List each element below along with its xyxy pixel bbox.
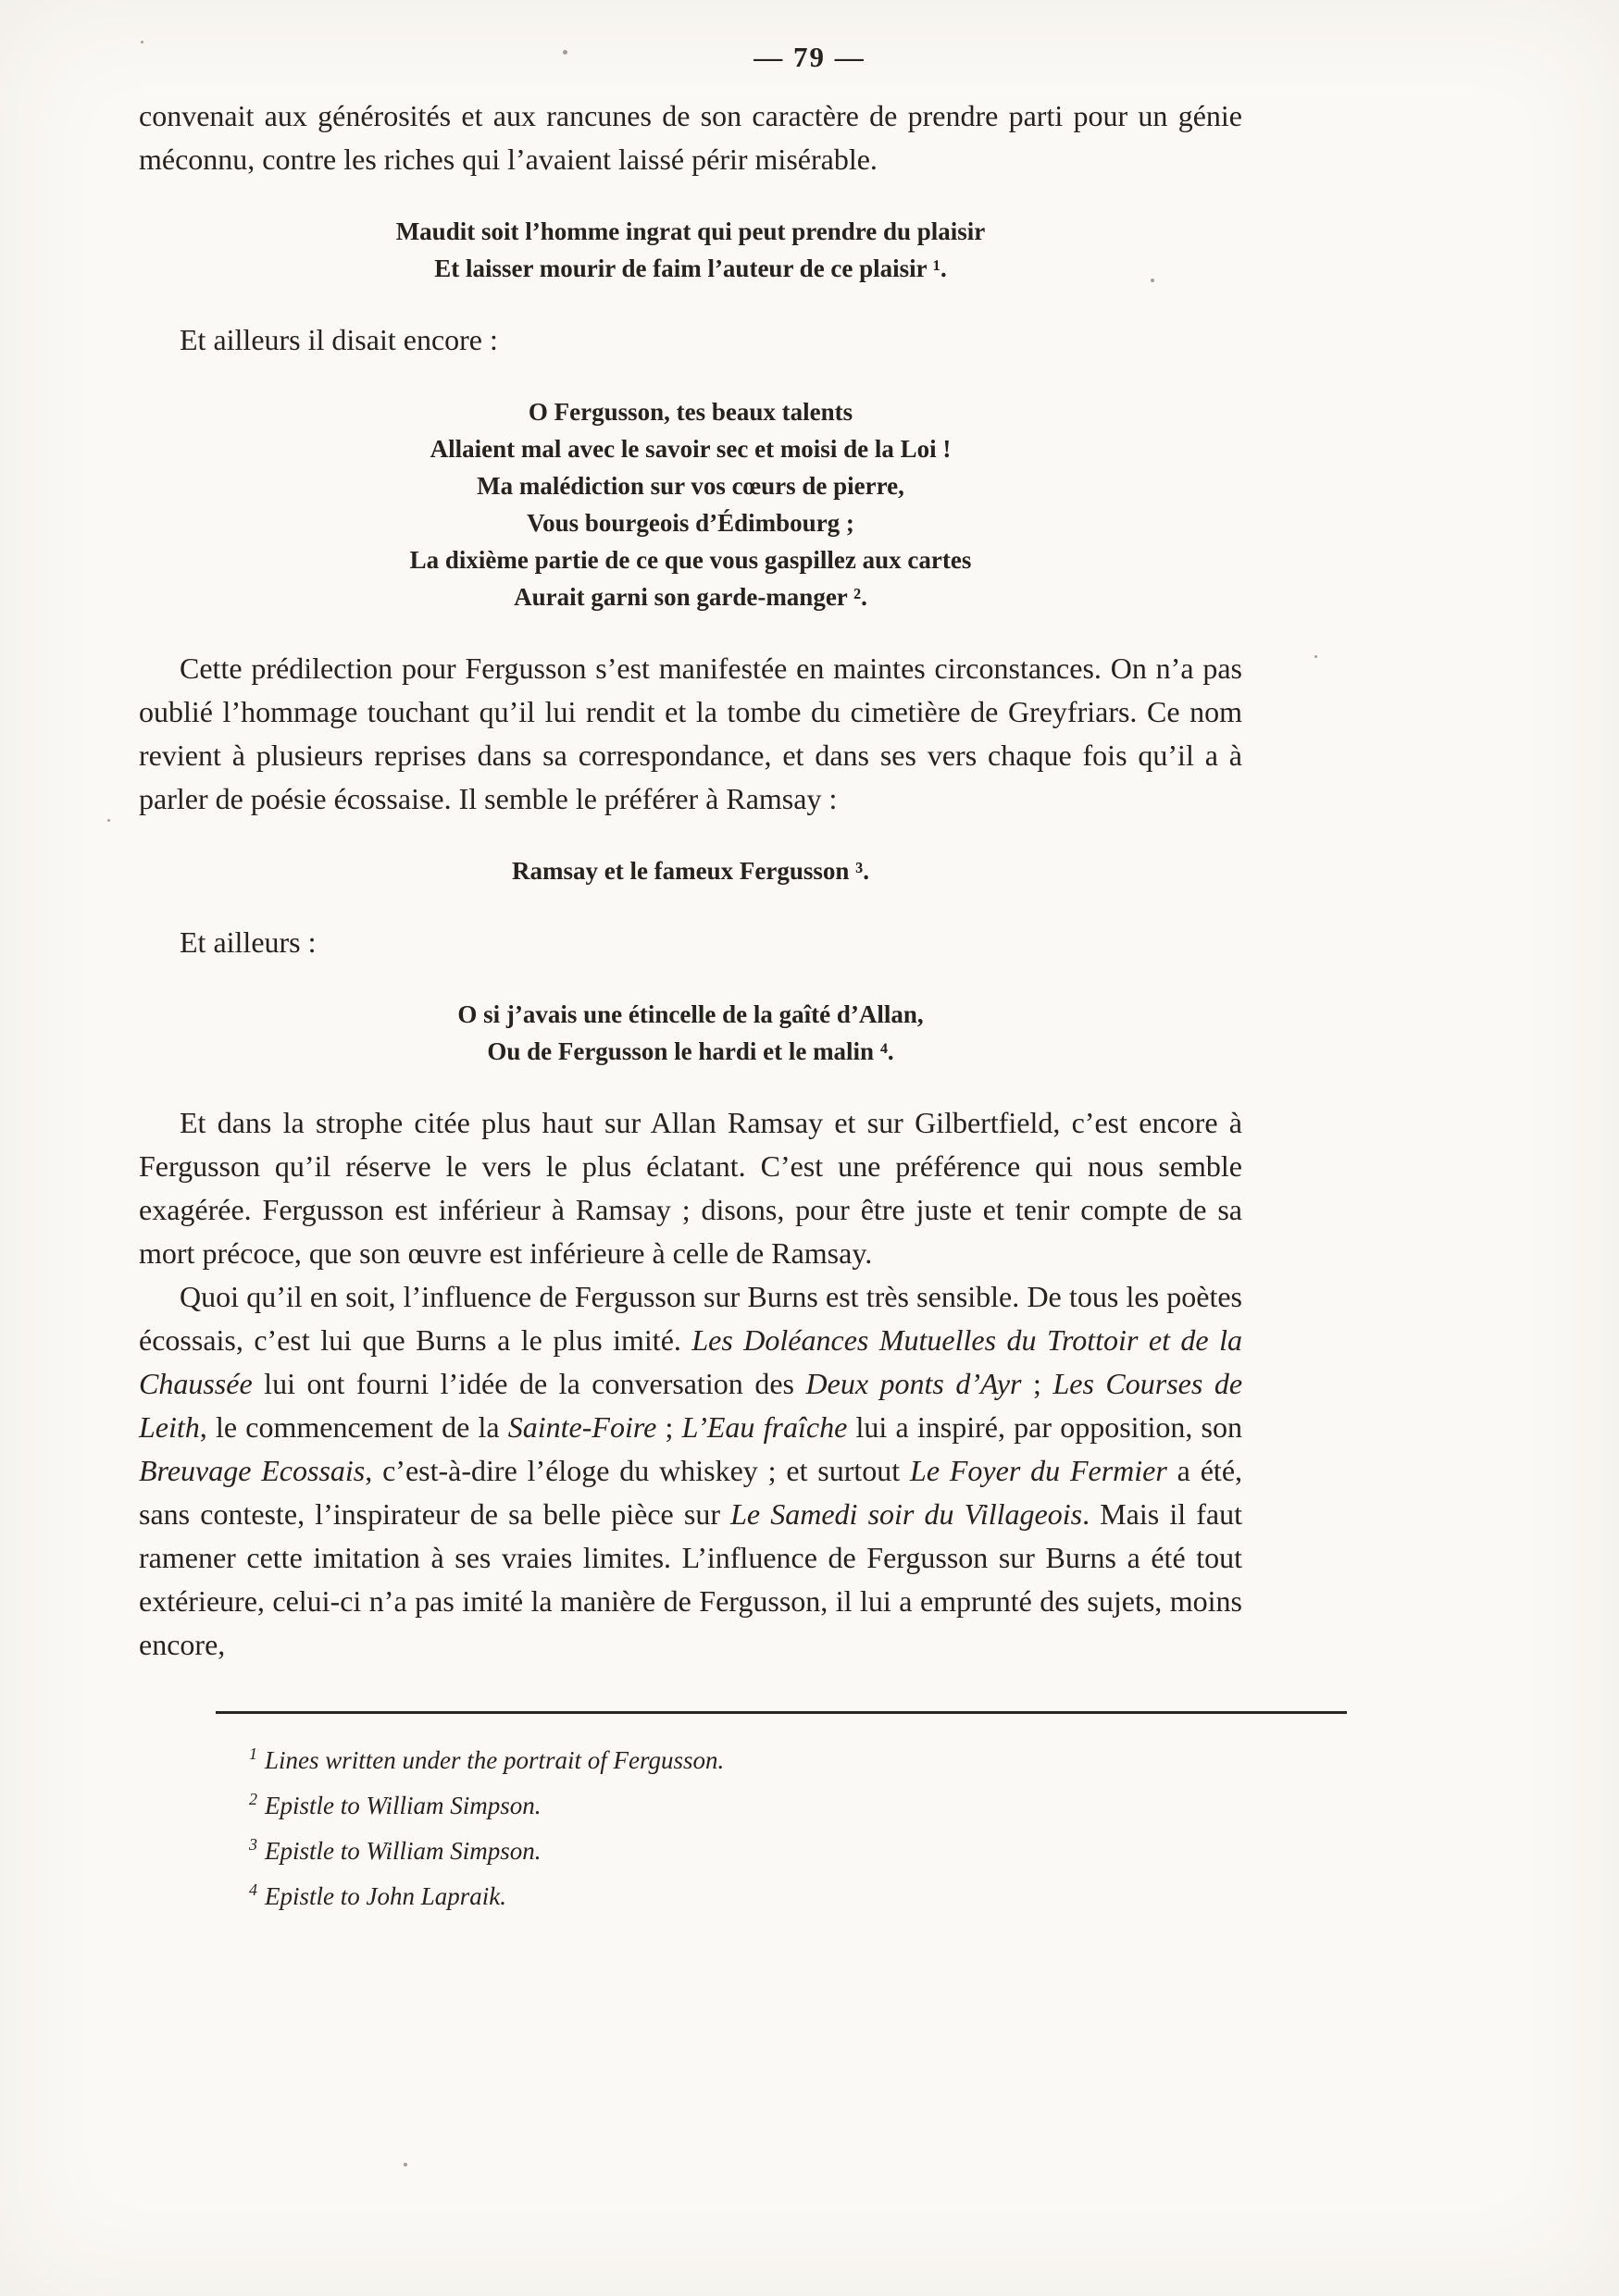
work-title-italic: Le Samedi soir du Villageois (730, 1497, 1083, 1531)
paragraph (139, 94, 1242, 181)
verse-line: La dixième partie de ce que vous gaspillez aux cartes (409, 546, 972, 574)
scan-speck (563, 50, 567, 55)
footnote-marker: 1 (249, 1744, 257, 1763)
footnote-text: Epistle to William Simpson. (265, 1837, 542, 1865)
work-title-italic: Les Doléances Mutuelles du Trottoir et de la Chaussée (139, 1323, 1243, 1400)
text-run: ; (1021, 1367, 1053, 1400)
verse-quote (139, 852, 1242, 889)
scan-speck (107, 819, 110, 822)
text-column (139, 94, 1242, 1916)
scan-speck (1314, 655, 1317, 658)
paragraph (139, 318, 1242, 362)
text-run: . Mais il faut ramener cette imitation à ses vraies limites. L’influence de Fergusson sur Burns a été tout extérieure, celui-ci n’a pas imité la manière de Fergusson, il lui a emprunté des sujets, moins encore, (139, 1497, 1243, 1661)
work-title-italic: L’Eau fraîche (681, 1410, 848, 1444)
footnote-divider (216, 1711, 1347, 1714)
verse-quote (139, 213, 1242, 287)
footnote (249, 1780, 1347, 1825)
verse-line: Vous bourgeois d’Édimbourg ; (527, 509, 854, 537)
work-title-italic: Les Courses de Leith (139, 1367, 1243, 1444)
footnotes-section (216, 1711, 1347, 1916)
verse-quote (139, 393, 1242, 615)
text-run: , le commencement de la (199, 1410, 508, 1444)
footnote-marker: 2 (249, 1790, 257, 1808)
text-run: lui ont fourni l’idée de la conversation des (252, 1367, 806, 1400)
work-title-italic: Sainte-Foire (507, 1410, 657, 1444)
text-run: Quoi qu’il en soit, l’influence de Fergusson sur Burns est très sensible. De tous les poètes écossais, c’est lui que Burns a le plus imité. (139, 1280, 1242, 1357)
paragraph (139, 647, 1242, 821)
verse-line: Aurait garni son garde-manger ². (514, 583, 867, 611)
footnote-marker: 3 (249, 1835, 257, 1854)
work-title-italic: Le Foyer du Fermier (910, 1454, 1167, 1487)
paragraph (139, 1101, 1242, 1275)
footnote (249, 1870, 1347, 1916)
scan-speck (141, 41, 143, 43)
verse-line: Ramsay et le fameux Fergusson ³. (511, 857, 870, 885)
scan-speck (404, 2163, 407, 2166)
text-run: Et dans la strophe citée plus haut sur Allan Ramsay et sur Gilbertfield, c’est encore à Fergusson qu’il réserve le vers le plus éclatant. C’est une préférence qui nous semble exagérée. Fergusson est inférieur à Ramsay ; disons, pour être juste et tenir compte de sa mort précoce, que son œuvre est inférieure à celle de Ramsay. (139, 1106, 1242, 1270)
text-run: Cette prédilection pour Fergusson s’est manifestée en maintes circonstances. On n’a pas oublié l’hommage touchant qu’il lui rendit et la tombe du cimetière de Greyfriars. Ce nom revient à plusieurs reprises dans sa correspondance, et dans ses vers chaque fois qu’il a à parler de poésie écossaise. Il semble le préférer à Ramsay : (139, 652, 1242, 815)
verse-line: Et laisser mourir de faim l’auteur de ce plaisir ¹. (434, 254, 947, 282)
paragraph (139, 921, 1242, 964)
footnote-text: Lines written under the portrait of Fergusson. (265, 1746, 725, 1774)
work-title-italic: Deux ponts d’Ayr (805, 1367, 1022, 1400)
verse-line: Ma malédiction sur vos cœurs de pierre, (477, 472, 904, 500)
footnote (249, 1734, 1347, 1780)
footnote-text: Epistle to William Simpson. (265, 1792, 542, 1819)
paragraph (139, 1275, 1242, 1667)
text-run: convenait aux générosités et aux rancunes de son caractère de prendre parti pour un génie méconnu, contre les riches qui l’avaient laissé périr misérable. (139, 99, 1242, 176)
text-run: lui a inspiré, par opposition, son (847, 1410, 1242, 1444)
verse-line: Maudit soit l’homme ingrat qui peut prendre du plaisir (395, 217, 986, 245)
text-run: a été, sans conteste, l’inspirateur de sa belle pièce sur (139, 1454, 1243, 1531)
footnote-marker: 4 (249, 1880, 257, 1899)
footnote (249, 1825, 1347, 1870)
work-title-italic: Breuvage Ecossais (139, 1454, 366, 1487)
text-run: ; (656, 1410, 682, 1444)
verse-line: O Fergusson, tes beaux talents (528, 398, 853, 426)
text-run: Et ailleurs : (180, 925, 317, 959)
verse-line: O si j’avais une étincelle de la gaîté d’Allan, (457, 1000, 924, 1028)
verse-line: Ou de Fergusson le hardi et le malin ⁴. (487, 1037, 894, 1065)
text-run: Et ailleurs il disait encore : (180, 323, 498, 356)
footnote-text: Epistle to John Lapraik. (265, 1882, 506, 1910)
verse-line: Allaient mal avec le savoir sec et moisi de la Loi ! (430, 435, 952, 463)
text-run: , c’est-à-dire l’éloge du whiskey ; et surtout (365, 1454, 911, 1487)
page-number: — 79 — (753, 41, 866, 73)
verse-quote (139, 996, 1242, 1070)
